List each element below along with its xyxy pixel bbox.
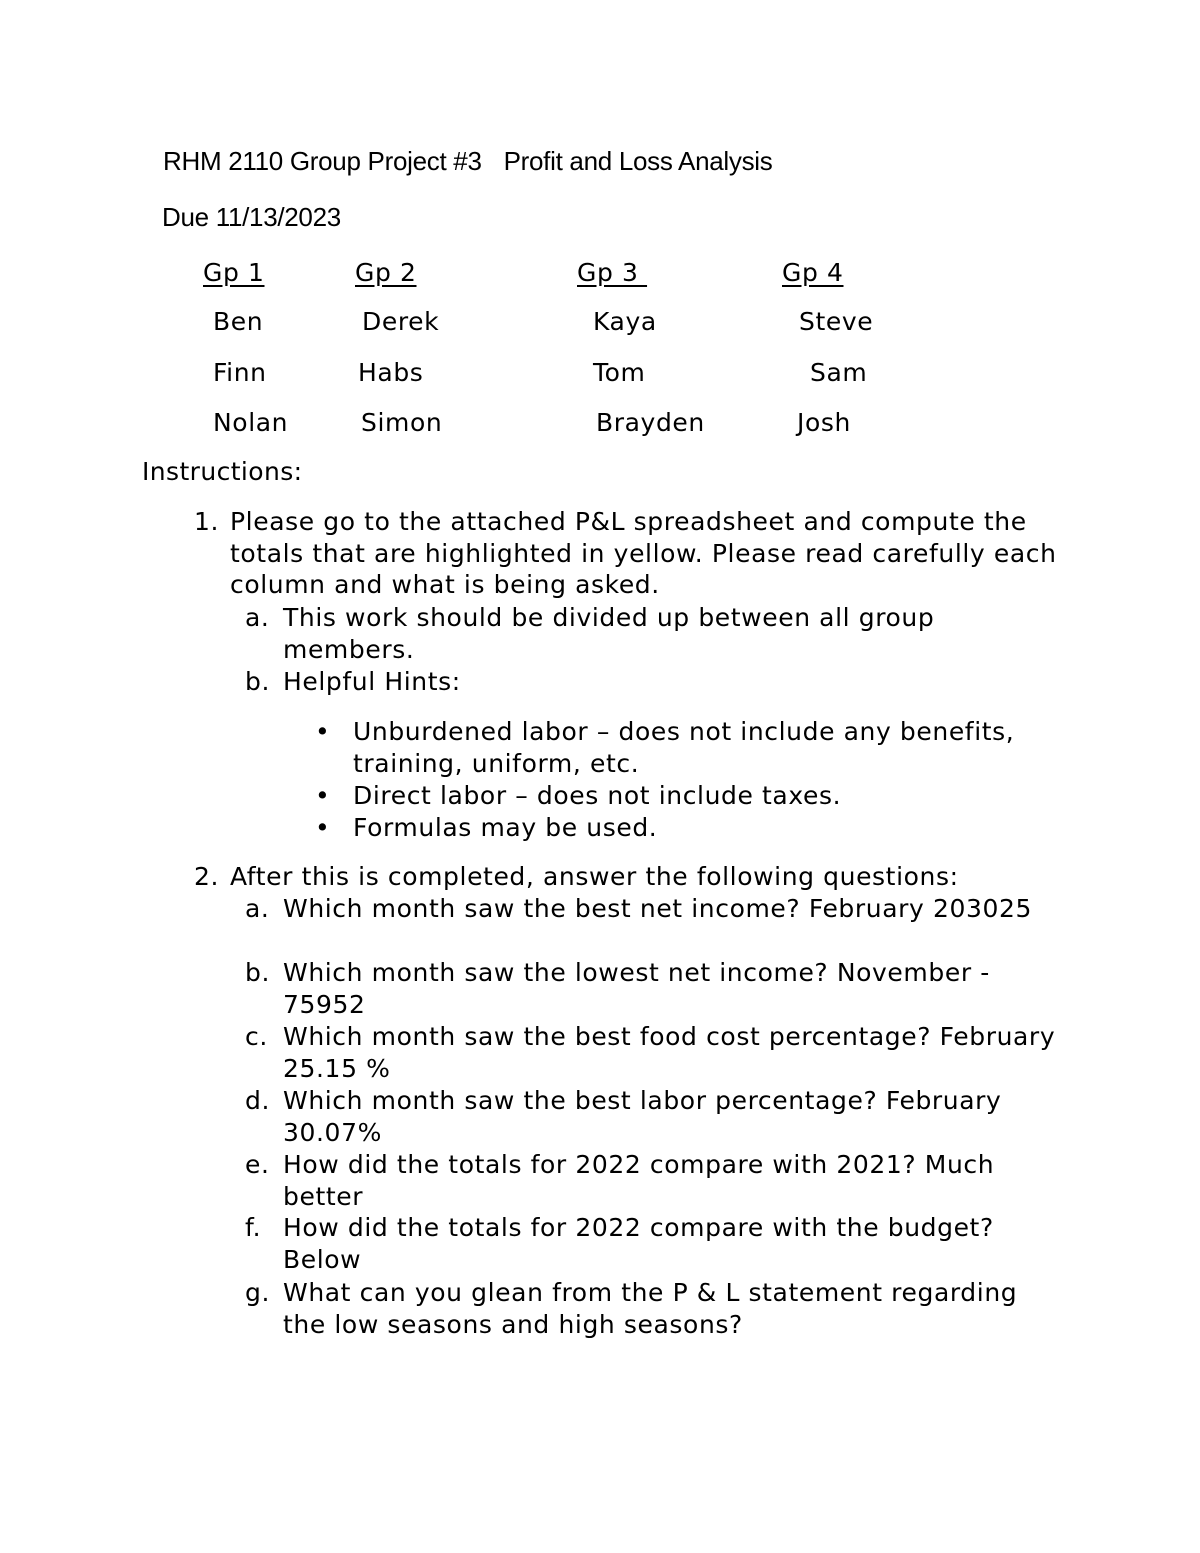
title-subtitle: Profit and Loss Analysis	[503, 146, 773, 176]
sub-item	[245, 602, 1003, 665]
instructions-heading: Instructions:	[142, 457, 303, 486]
instruction-item	[194, 861, 1060, 893]
instruction-text: Please go to the attached P&L spreadsheet and compute the totals that are highlighted in yellow. Please read carefully each column and what is being asked.	[230, 507, 1057, 599]
question-text: Which month saw the lowest net income? November - 75952	[283, 958, 990, 1019]
group-header: Gp 4	[782, 258, 844, 287]
list-letter: a.	[245, 603, 270, 632]
group-header: Gp 3	[577, 258, 648, 287]
sub-item	[245, 666, 1003, 698]
instruction-item	[194, 506, 1060, 601]
group-member: Derek	[362, 307, 440, 336]
question-item	[245, 1212, 1063, 1275]
instruction-text: After this is completed, answer the following questions:	[230, 862, 959, 891]
group-member: Sam	[810, 358, 868, 387]
list-letter: b.	[245, 958, 271, 987]
group-member: Simon	[361, 408, 443, 437]
question-item	[245, 1277, 1063, 1340]
group-member: Nolan	[213, 408, 289, 437]
list-number: 2.	[194, 862, 220, 891]
list-letter: g.	[245, 1278, 271, 1307]
group-member: Finn	[213, 358, 267, 387]
list-letter: f.	[245, 1213, 262, 1242]
hint-text: Formulas may be used.	[353, 813, 658, 842]
question-item	[245, 1021, 1063, 1084]
group-header: Gp 2	[355, 258, 417, 287]
question-text: Which month saw the best net income? February 203025	[283, 894, 1032, 923]
question-text: What can you glean from the P & L statement regarding the low seasons and high seasons?	[283, 1278, 1018, 1339]
hint-text: Direct labor – does not include taxes.	[353, 781, 842, 810]
question-item	[245, 893, 1063, 925]
bullet-icon: •	[315, 781, 331, 810]
list-letter: c.	[245, 1022, 268, 1051]
group-header: Gp 1	[203, 258, 265, 287]
list-letter: e.	[245, 1150, 270, 1179]
due-date: Due 11/13/2023	[162, 202, 341, 232]
question-text: How did the totals for 2022 compare with the budget? Below	[283, 1213, 994, 1274]
question-item	[245, 1085, 1063, 1148]
hint-bullet	[315, 716, 1073, 779]
question-text: Which month saw the best food cost percentage? February 25.15 %	[283, 1022, 1056, 1083]
page-title	[163, 146, 772, 177]
hint-bullet	[315, 780, 1073, 812]
group-member: Habs	[358, 358, 424, 387]
title-text: RHM 2110 Group Project #3	[163, 146, 482, 176]
group-member: Steve	[799, 307, 874, 336]
question-text: Which month saw the best labor percentage? February 30.07%	[283, 1086, 1002, 1147]
question-text: How did the totals for 2022 compare with 2021? Much better	[283, 1150, 995, 1211]
hint-bullet	[315, 812, 1073, 844]
list-letter: d.	[245, 1086, 271, 1115]
sub-item-text: Helpful Hints:	[283, 667, 461, 696]
hint-text: Unburdened labor – does not include any benefits, training, uniform, etc.	[353, 717, 1015, 778]
group-member: Ben	[213, 307, 264, 336]
question-item	[245, 1149, 1063, 1212]
list-letter: a.	[245, 894, 270, 923]
group-member: Tom	[593, 358, 646, 387]
sub-item-text: This work should be divided up between all group members.	[283, 603, 935, 664]
group-member: Brayden	[596, 408, 705, 437]
question-item	[245, 957, 1063, 1020]
bullet-icon: •	[315, 813, 331, 842]
list-number: 1.	[194, 507, 220, 536]
bullet-icon: •	[315, 717, 331, 746]
group-member: Kaya	[593, 307, 657, 336]
group-member: Josh	[797, 408, 851, 437]
list-letter: b.	[245, 667, 271, 696]
